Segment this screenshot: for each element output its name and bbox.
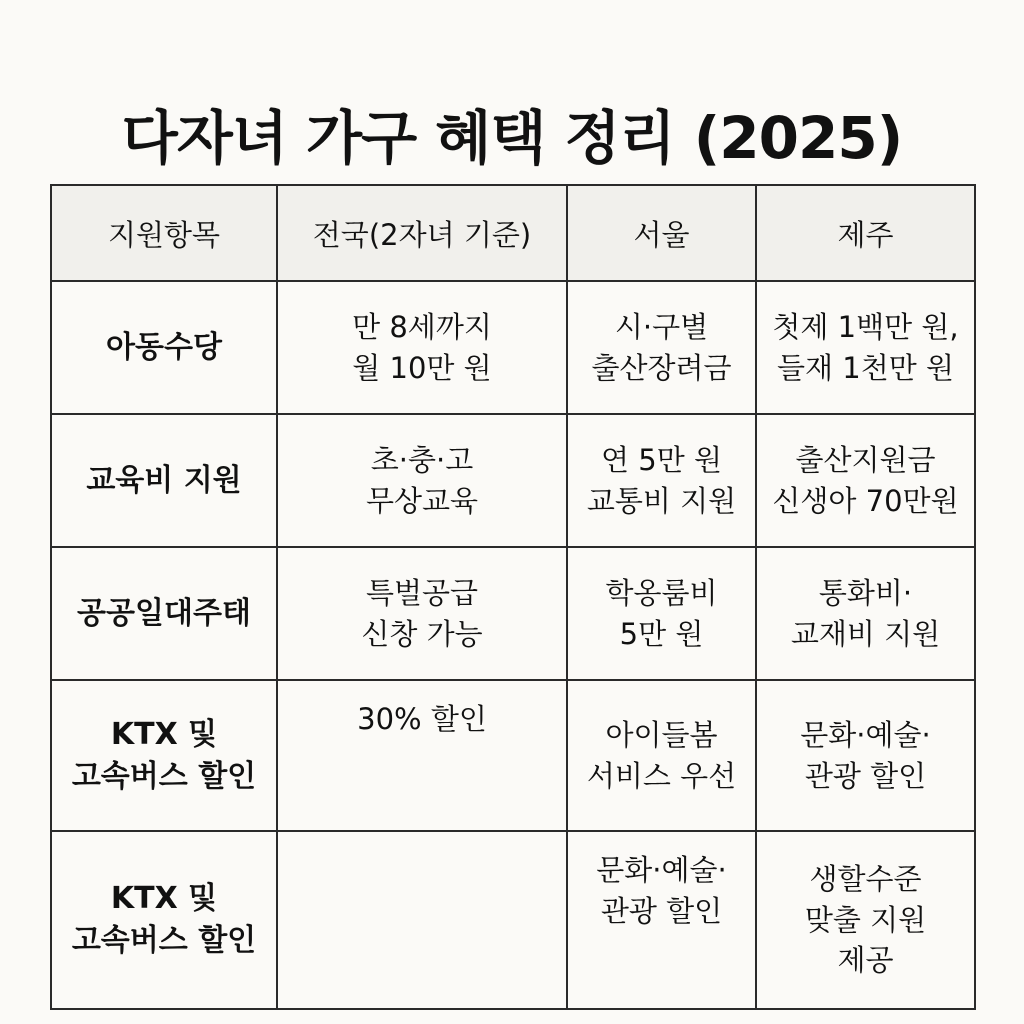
cell-line: 교재비 지원 [790, 616, 941, 651]
national-cell [277, 680, 567, 831]
page-title: 다자녀 가구 혜택 정리 (2025) [121, 103, 903, 172]
item-cell [51, 831, 277, 1009]
cell-line: 교육비 지원 [86, 462, 242, 498]
cell-line: 교통비 지원 [586, 483, 737, 518]
cell-line: 아동수당 [106, 329, 222, 365]
cell-line: 문화·예술· [800, 717, 931, 752]
seoul-cell [567, 547, 756, 680]
header-national: 전국(2자녀 기준) [277, 185, 567, 281]
seoul-cell [567, 281, 756, 414]
seoul-cell [567, 680, 756, 831]
cell-line: 문화·예술· [596, 853, 727, 887]
cell-line: 통화비· [818, 575, 913, 610]
cell-line: 맞출 지원 [804, 902, 927, 937]
table-row [51, 831, 975, 1009]
cell-line: 관광 할인 [804, 758, 927, 793]
table-row [51, 414, 975, 547]
seoul-cell [567, 414, 756, 547]
national-cell [277, 547, 567, 680]
cell-line: 들재 1천만 원 [777, 350, 954, 385]
jeju-cell [756, 414, 975, 547]
cell-line: 아이들봄 [605, 717, 718, 752]
cell-line: 무상교육 [365, 483, 479, 518]
table-row [51, 547, 975, 680]
cell-line: 생할수준 [809, 862, 922, 897]
jeju-cell [756, 281, 975, 414]
cell-line: KTX 및 [110, 716, 218, 752]
benefits-table [50, 184, 976, 1010]
header-item: 지원항목 [51, 185, 277, 281]
cell-line: 30% 할인 [357, 702, 487, 736]
cell-line: 관광 할인 [600, 893, 723, 928]
cell-line: 5만 원 [619, 616, 704, 651]
cell-line: 신생아 70만원 [772, 483, 959, 518]
cell-line: 첫제 1백만 원, [772, 309, 959, 344]
cell-line: 연 5만 원 [601, 442, 722, 477]
national-cell-empty [277, 831, 567, 1009]
cell-line: 초·충·고 [370, 442, 474, 477]
item-cell [51, 547, 277, 680]
cell-line: 학옹룸비 [605, 575, 718, 610]
cell-line: 고속버스 할인 [71, 758, 257, 794]
cell-line: 출산장려금 [591, 350, 732, 385]
cell-line: 고속버스 할인 [71, 923, 257, 958]
cell-line: 서비스 우선 [586, 758, 737, 793]
jeju-cell [756, 547, 975, 680]
cell-line: KTX 및 [110, 881, 218, 916]
item-cell [51, 414, 277, 547]
cell-line: 시·구별 [614, 309, 709, 344]
cell-line: 월 10만 원 [352, 350, 492, 385]
header-jeju: 제주 [756, 185, 975, 281]
cell-line: 만 8세까지 [352, 309, 492, 344]
item-cell [51, 281, 277, 414]
table-header-row [51, 185, 975, 281]
header-seoul: 서울 [567, 185, 756, 281]
cell-line: 특벌공급 [365, 575, 479, 610]
item-cell [51, 680, 277, 831]
cell-line: 제공 [837, 943, 894, 978]
seoul-cell [567, 831, 756, 1009]
table-row [51, 680, 975, 831]
table-row [51, 281, 975, 414]
jeju-cell [756, 680, 975, 831]
jeju-cell [756, 831, 975, 1009]
cell-line: 출산지원금 [795, 442, 936, 477]
national-cell [277, 414, 567, 547]
cell-line: 공공일대주태 [77, 595, 251, 631]
national-cell [277, 281, 567, 414]
cell-line: 신창 가능 [361, 616, 483, 651]
